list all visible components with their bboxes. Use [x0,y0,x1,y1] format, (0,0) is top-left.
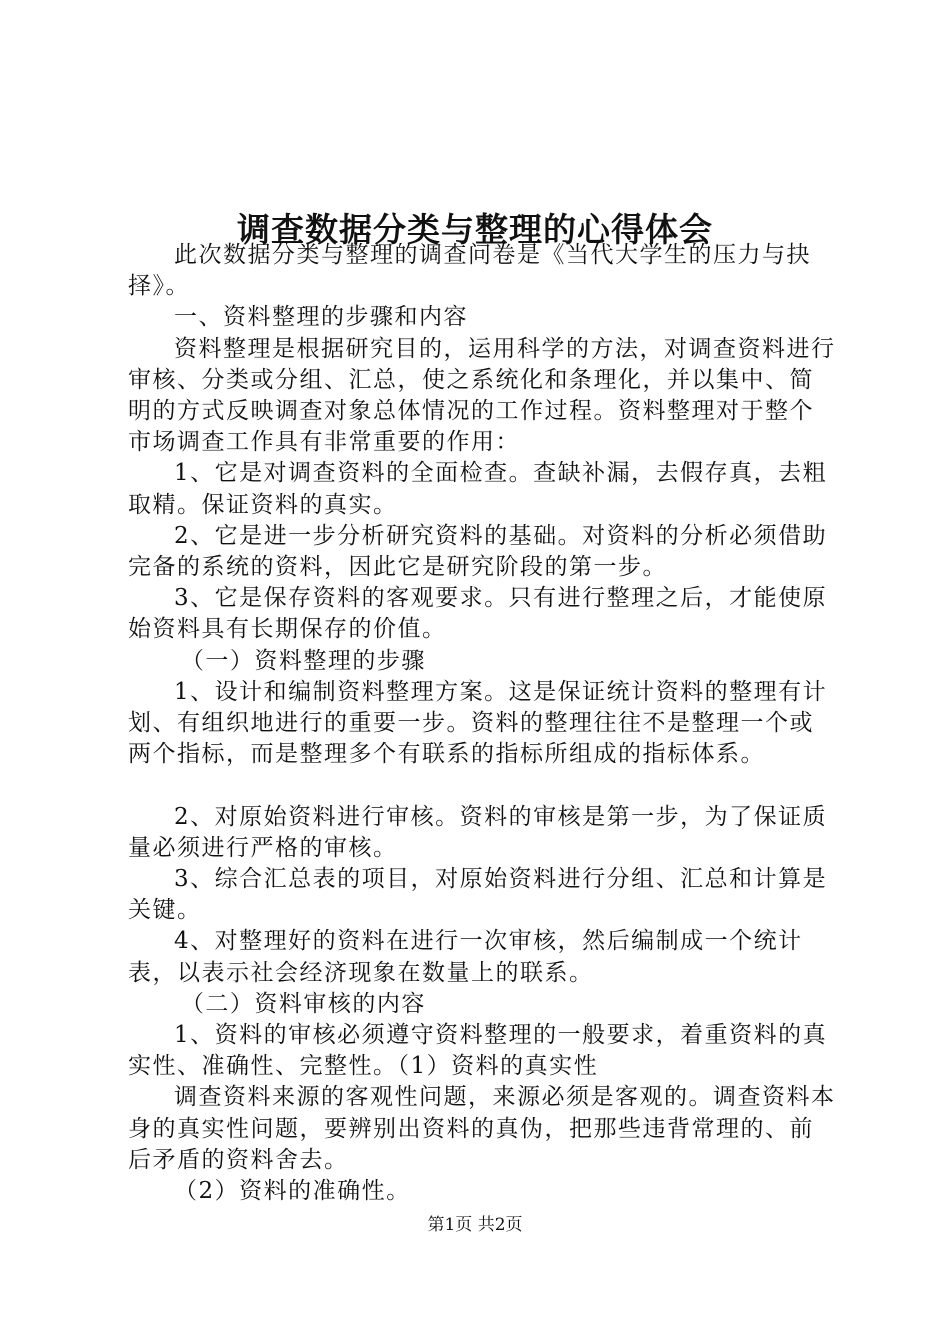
page-title: 调查数据分类与整理的心得体会 [237,210,713,250]
page-footer: 第1页 共2页 [427,1215,523,1235]
section-heading: 一、资料整理的步骤和内容 [174,304,468,331]
subsection-heading: （二）资料审核的内容 [180,990,426,1017]
list-item: 2、它是进一步分析研究资料的基础。对资料的分析必须借助完备的系统的资料，因此它是研究阶段的第一步。 [128,522,828,581]
document-body [128,240,838,1207]
subsection-heading: （一）资料整理的步骤 [180,647,426,674]
list-item: 3、综合汇总表的项目，对原始资料进行分组、汇总和计算是关键。 [128,866,828,924]
list-item: 1、资料的审核必须遵守资料整理的一般要求，着重资料的真实性、准确性、完整性。（1）资料的真实性 [128,1022,828,1080]
paragraph: 此次数据分类与整理的调查问卷是《当代大学生的压力与抉择》。 [128,242,811,300]
paragraph-spacer [128,770,838,801]
paragraph: 调查资料来源的客观性问题，来源必须是客观的。调查资料本身的真实性问题，要辨别出资料的真伪，把那些违背常理的、前后矛盾的资料舍去。 [128,1084,836,1173]
list-item: 1、设计和编制资料整理方案。这是保证统计资料的整理有计划、有组织地进行的重要一步。资料的整理往往不是整理一个或两个指标，而是整理多个有联系的指标所组成的指标体系。 [128,678,828,768]
list-item: 1、它是对调查资料的全面检查。查缺补漏，去假存真，去粗取精。保证资料的真实。 [128,460,828,518]
list-item: 2、对原始资料进行审核。资料的审核是第一步，为了保证质量必须进行严格的审核。 [128,803,828,861]
list-item: 4、对整理好的资料在进行一次审核，然后编制成一个统计表，以表示社会经济现象在数量上的联系。 [128,928,803,986]
paragraph: 资料整理是根据研究目的，运用科学的方法，对调查资料进行审核、分类或分组、汇总，使之系统化和条理化，并以集中、简明的方式反映调查对象总体情况的工作过程。资料整理对于整个市场调查工作具有非常重要的作用： [128,335,836,456]
subsection-heading: （2）资料的准确性。 [174,1178,411,1205]
list-item: 3、它是保存资料的客观要求。只有进行整理之后，才能使原始资料具有长期保存的价值。 [128,585,828,643]
